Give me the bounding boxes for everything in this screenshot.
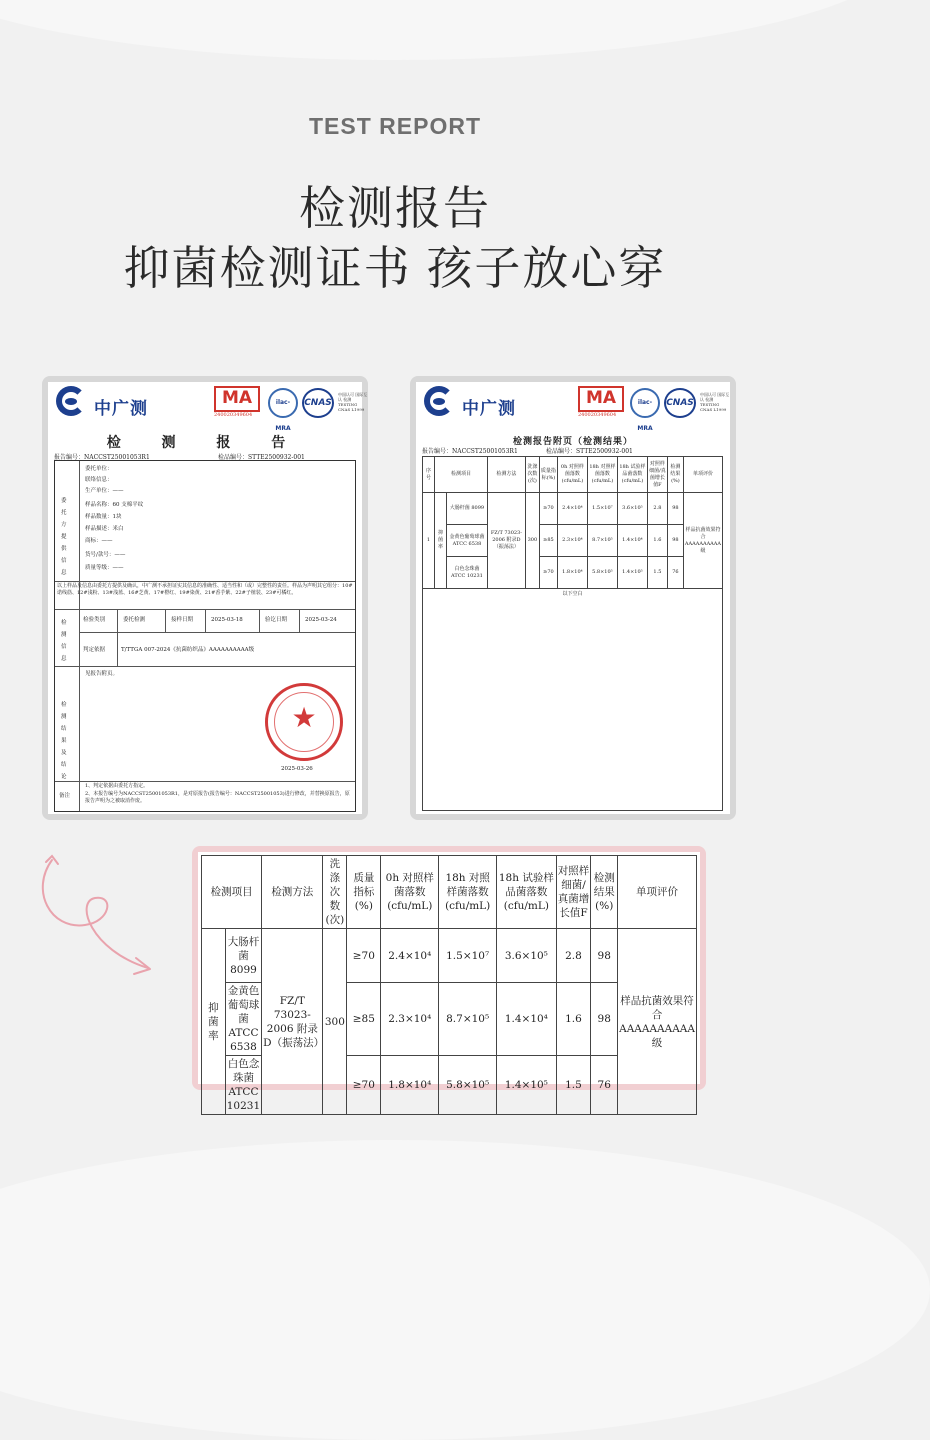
big-cell-ctrl18-2: 5.8×10⁵ [439,1056,497,1115]
col-rating: 单项评价 [683,457,722,493]
client-field-7: 货号/款号：—— [85,552,126,558]
col-washes: 洗涤次数(次) [525,457,539,493]
cell-item-2: 白色念珠菌 ATCC 10231 [447,557,488,589]
sample-date-label: 接样日期 [171,617,194,623]
cgt-logo-text: 中广测 [94,399,148,419]
cell-test18-0: 3.6×10⁵ [617,493,647,525]
cell-ctrl18-1: 8.7×10⁵ [587,525,617,557]
cnas-caption: 中国认可 国际互认 检测 TESTING CNAS L1999 [700,392,730,412]
annex-end-note: 以下空白 [423,589,723,811]
big-col-quality: 质量指标(%) [347,856,381,929]
big-col-rating: 单项评价 [618,856,697,929]
big-col-item: 检测项目 [202,856,262,929]
report-logo-row [54,386,368,432]
result-section-label: 检测结果及结论 [61,702,67,780]
big-col-washes: 洗涤次数(次) [323,856,347,929]
client-field-6: 商标：—— [85,538,113,544]
col-test18: 18h 试验样品菌落数(cfu/mL) [617,457,647,493]
cell-ctrl0-2: 1.8×10⁴ [557,557,587,589]
big-cell-item-2: 白色念珠菌 ATCC 10231 [225,1056,261,1115]
report-form-grid [54,460,356,812]
client-field-3: 样品名称：60 支棉平纹 [85,502,144,508]
col-quality: 质量指标(%) [539,457,557,493]
cgt-logo-icon [56,386,86,416]
cell-test18-1: 1.4×10⁴ [617,525,647,557]
big-cell-ctrl18-0: 1.5×10⁷ [439,929,497,983]
cnas-seal-icon: CNAS [664,388,696,418]
remark-line-1: 1、判定依据由委托方指定。 [85,783,149,789]
big-cell-ctrl0-0: 2.4×10⁴ [381,929,439,983]
col-result: 检测结果(%) [667,457,683,493]
finish-date-label: 验讫日期 [265,617,288,623]
check-number: 检品编号：STTE2500932-001 [218,454,305,461]
page-subtitle: 抑菌检测证书 孩子放心穿 [123,242,667,294]
big-cell-quality-1: ≥85 [347,983,381,1056]
cell-growth-2: 1.5 [647,557,667,589]
enlarged-results-card [192,846,706,1112]
eyebrow-label: TEST REPORT [308,113,481,139]
report-sheet-main [48,382,368,814]
big-col-test18: 18h 试验样品菌落数(cfu/mL) [497,856,557,929]
result-note: 见报告附页。 [85,671,119,677]
ilac-seal-icon: ilac-MRA [268,388,298,418]
cell-item-0: 大肠杆菌 8099 [447,493,488,525]
client-section-label: 委托方提供信息 [61,498,67,576]
stamp-date: 2025-03-26 [281,766,313,772]
cma-mark-icon: MA [578,386,624,412]
cell-result-1: 98 [667,525,683,557]
big-cell-test18-1: 1.4×10⁴ [497,983,557,1056]
page-title: 检测报告 [299,182,491,234]
cell-quality-0: ≥70 [539,493,557,525]
col-method: 检测方法 [487,457,525,493]
cnas-caption: 中国认可 国际互认 检测 TESTING CNAS L1999 [338,392,368,412]
annex-report-number: 报告编号：NACCST25001053R1 [422,448,518,455]
cgt-logo-icon [424,386,454,416]
top-arc-decoration [0,0,910,60]
cma-number: 240020349604 [578,412,617,418]
client-field-1: 联络信息： [85,477,113,483]
finish-date-value: 2025-03-24 [305,617,337,623]
cell-method: FZ/T 73023-2006 附录D（振荡法） [487,493,525,589]
cell-seq: 1 [423,493,435,589]
big-cell-method: FZ/T 73023-2006 附录D（振荡法） [262,929,323,1115]
col-ctrl0: 0h 对照样菌落数(cfu/mL) [557,457,587,493]
cell-test18-2: 1.4×10⁵ [617,557,647,589]
annex-title: 检测报告附页（检测结果） [512,437,633,447]
report-card-annex [410,376,736,820]
report-number: 报告编号：NACCST25001053R1 [54,454,150,461]
big-cell-category: 抑菌率 [202,929,226,1115]
annex-results-table [422,456,723,811]
remark-label: 备注 [59,793,71,799]
report-sheet-annex [416,382,730,814]
client-field-2: 生产单位：—— [85,488,124,494]
cell-item-1: 金黄色葡萄球菌 ATCC 6538 [447,525,488,557]
annex-check-number: 检品编号：STTE2500932-001 [546,448,633,455]
cgt-logo-text: 中广测 [462,399,516,419]
cell-growth-1: 1.6 [647,525,667,557]
col-item: 检测项目 [435,457,488,493]
big-cell-growth-1: 1.6 [556,983,591,1056]
big-cell-result-2: 76 [591,1056,618,1115]
cma-number: 240020349604 [214,412,253,418]
big-col-result: 检测结果(%) [591,856,618,929]
big-cell-item-0: 大肠杆菌 8099 [225,929,261,983]
big-cell-ctrl0-2: 1.8×10⁴ [381,1056,439,1115]
col-seq: 序号 [423,457,435,493]
big-cell-ctrl18-1: 8.7×10⁵ [439,983,497,1056]
report-title: 检 测 报 告 [106,435,304,451]
big-cell-ctrl0-1: 2.3×10⁴ [381,983,439,1056]
cnas-seal-icon: CNAS [302,388,334,418]
sample-date-value: 2025-03-18 [211,617,243,623]
test-type-value: 委托检测 [123,617,146,623]
big-col-method: 检测方法 [262,856,323,929]
big-col-ctrl18: 18h 对照样菌落数(cfu/mL) [439,856,497,929]
client-field-8: 质量等级：—— [85,565,124,571]
test-type-label: 检验类别 [83,617,106,623]
cell-result-2: 76 [667,557,683,589]
bottom-arc-decoration [0,1140,930,1440]
curved-arrow-icon [30,850,160,990]
big-cell-growth-0: 2.8 [556,929,591,983]
client-field-4: 样品数量：1块 [85,514,122,520]
remark-line-2: 2、本报告编号为NACCST25001053R1，是对原报告(报告编号：NACCST25001053)进行修改，并替换原报告，原报告声明为之被取消作废。 [85,791,350,804]
cell-result-0: 98 [667,493,683,525]
big-cell-growth-2: 1.5 [556,1056,591,1115]
report-card-main [42,376,368,820]
cma-mark-icon: MA [214,386,260,412]
big-col-growth: 对照样细菌/真菌增长值F [556,856,591,929]
big-cell-rating: 样品抗菌效果符合AAAAAAAAAA级 [618,929,697,1115]
cell-quality-1: ≥85 [539,525,557,557]
enlarged-results-table [201,855,697,1115]
cell-washes: 300 [525,493,539,589]
cell-growth-0: 2.8 [647,493,667,525]
client-field-5: 样品描述：米白 [85,526,124,532]
big-cell-item-1: 金黄色葡萄球菌 ATCC 6538 [225,983,261,1056]
basis-value: T/TTGA 007-2024《抗菌纺织品》AAAAAAAAAA级 [121,647,255,653]
client-field-0: 委托单位： [85,466,113,472]
big-cell-test18-0: 3.6×10⁵ [497,929,557,983]
basis-label: 判定依据 [83,647,106,653]
big-cell-test18-2: 1.4×10⁵ [497,1056,557,1115]
test-info-label: 检测信息 [61,620,67,662]
col-ctrl18: 18h 对照样菌落数(cfu/mL) [587,457,617,493]
cell-category: 抑菌率 [435,493,447,589]
big-col-ctrl0: 0h 对照样菌落数(cfu/mL) [381,856,439,929]
cell-rating: 样品抗菌效果符合AAAAAAAAAA级 [683,493,722,589]
cell-ctrl0-1: 2.3×10⁴ [557,525,587,557]
cell-ctrl0-0: 2.4×10⁴ [557,493,587,525]
client-disclaimer: 以上样品及信息由委托方提供及确认，中广测不承担证实其信息的准确性、适当性和（或）完整性的责任。样品为声明其它组分：10#诺线筋、12#浅粉、13#浅蓝、16#芝黄、17#橙红、19#染黄、21#香芋紫、22#子植装、23#可橘红。 [57,583,353,596]
big-cell-quality-0: ≥70 [347,929,381,983]
cell-ctrl18-0: 1.5×10⁷ [587,493,617,525]
big-cell-washes: 300 [323,929,347,1115]
annex-logo-row [422,386,730,432]
big-cell-result-0: 98 [591,929,618,983]
cell-ctrl18-2: 5.8×10⁵ [587,557,617,589]
big-cell-quality-2: ≥70 [347,1056,381,1115]
ilac-seal-icon: ilac-MRA [630,388,660,418]
big-cell-result-1: 98 [591,983,618,1056]
col-growth: 对照样细菌/真菌增长值F [647,457,667,493]
enlarged-results-inner [198,852,700,1112]
official-stamp-icon: ★ [265,683,343,761]
cell-quality-2: ≥70 [539,557,557,589]
